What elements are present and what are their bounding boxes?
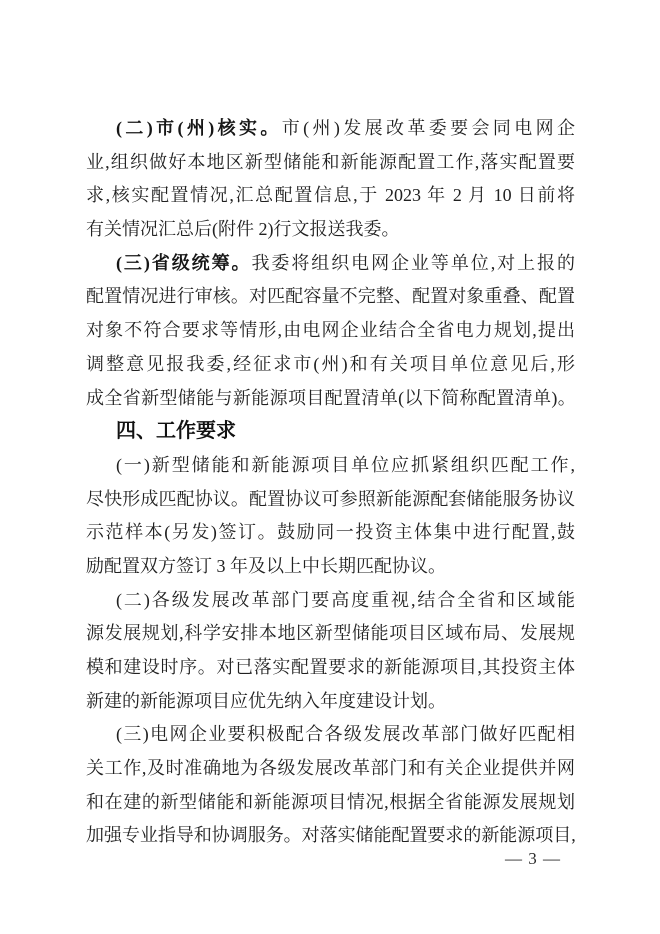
paragraph-line: 成全省新型储能与新能源项目配置清单(以下简称配置清单)。 bbox=[86, 387, 575, 408]
line-text: 市(州)发展改革委要会同电网企 bbox=[281, 118, 575, 138]
line-bold-leadin: (二)市(州)核实。 bbox=[116, 118, 282, 138]
section-heading: 四、工作要求 bbox=[116, 420, 236, 443]
paragraph-line: (二)各级发展改革部门要高度重视,结合全省和区域能 bbox=[116, 589, 575, 610]
paragraph-line: 关工作,及时准确地为各级发展改革部门和有关企业提供并网 bbox=[86, 758, 575, 779]
paragraph-line: 尽快形成匹配协议。配置协议可参照新能源配套储能服务协议 bbox=[86, 488, 575, 509]
paragraph-line: 业,组织做好本地区新型储能和新能源配置工作,落实配置要 bbox=[86, 151, 575, 172]
paragraph-line: (三)电网企业要积极配合各级发展改革部门做好匹配相 bbox=[116, 724, 575, 745]
paragraph-line: 和在建的新型储能和新能源项目情况,根据全省能源发展规划 bbox=[86, 791, 575, 812]
text-content bbox=[86, 112, 575, 853]
paragraph-line: 模和建设时序。对已落实配置要求的新能源项目,其投资主体 bbox=[86, 657, 575, 677]
line-bold-leadin: (三)省级统筹。 bbox=[116, 252, 252, 273]
paragraph-line: 励配置双方签订 3 年及以上中长期匹配协议。 bbox=[86, 555, 446, 576]
paragraph-line: 加强专业指导和协调服务。对落实储能配置要求的新能源项目, bbox=[86, 825, 575, 846]
paragraph-line: 调整意见报我委,经征求市(州)和有关项目单位意见后,形 bbox=[86, 353, 575, 374]
paragraph-line: 有关情况汇总后(附件 2)行文报送我委。 bbox=[86, 219, 400, 240]
paragraph-line bbox=[86, 247, 575, 281]
paragraph-line: 对象不符合要求等情形,由电网企业结合全省电力规划,提出 bbox=[86, 320, 575, 341]
line-text: 我委将组织电网企业等单位,对上报的 bbox=[251, 252, 575, 273]
paragraph-line: 配置情况进行审核。对匹配容量不完整、配置对象重叠、配置 bbox=[86, 286, 575, 307]
paragraph-line: 求,核实配置情况,汇总配置信息,于 2023 年 2 月 10 日前将 bbox=[86, 185, 575, 206]
paragraph-line: 示范样本(另发)签订。鼓励同一投资主体集中进行配置,鼓 bbox=[86, 522, 575, 543]
paragraph-line: 源发展规划,科学安排本地区新型储能项目区域布局、发展规 bbox=[86, 623, 575, 644]
paragraph-line: (一)新型储能和新能源项目单位应抓紧组织匹配工作, bbox=[116, 454, 575, 475]
paragraph-line bbox=[86, 112, 575, 146]
paragraph-line: 新建的新能源项目应优先纳入年度建设计划。 bbox=[86, 690, 446, 711]
page-number: — 3 — bbox=[505, 849, 561, 868]
